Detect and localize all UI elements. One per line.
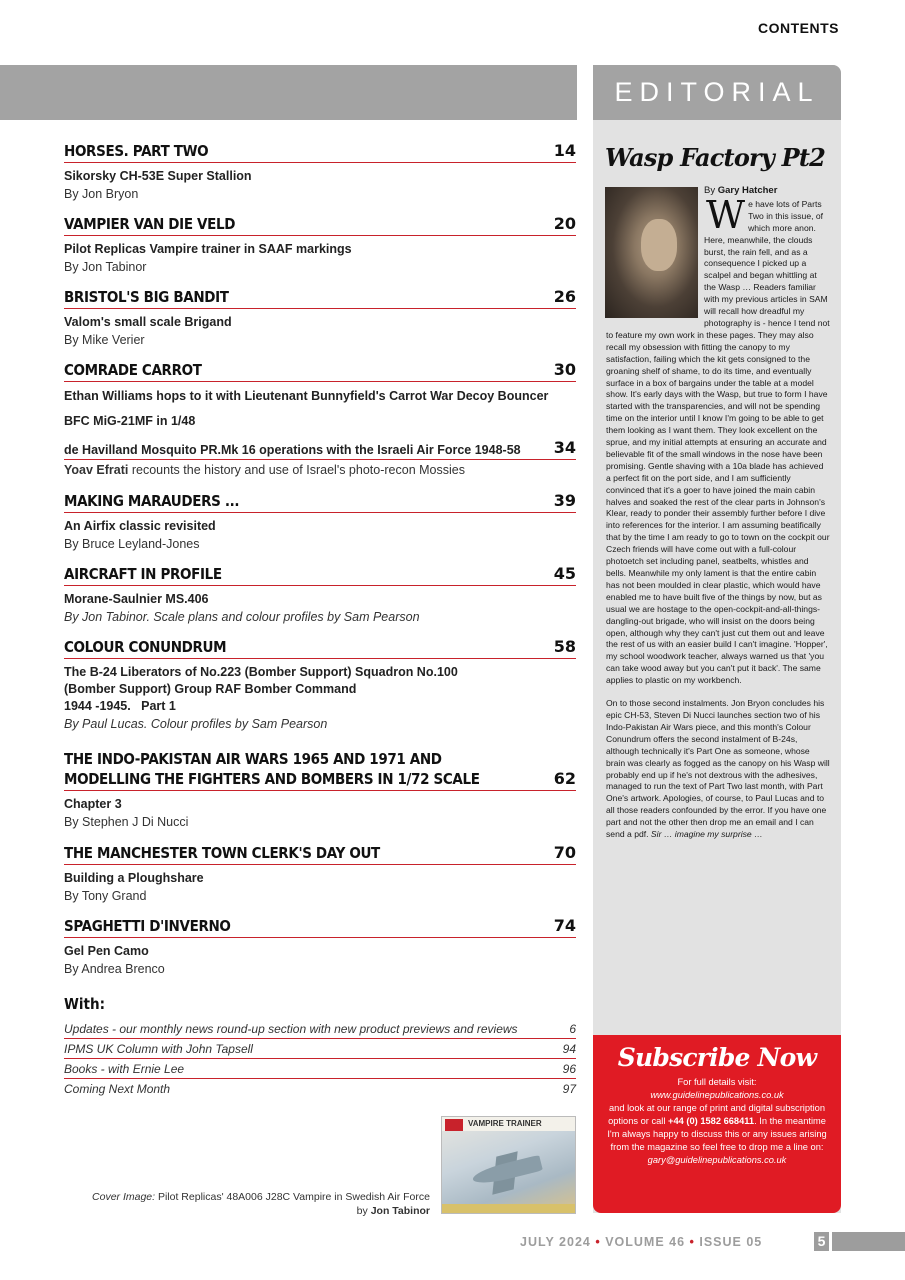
toc-entry-subtitle: Chapter 3 bbox=[64, 797, 122, 811]
toc-entry-subtitle: The B-24 Liberators of No.223 (Bomber Support) Squadron No.100 bbox=[64, 665, 458, 679]
with-item-label[interactable]: IPMS UK Column with John Tapsell bbox=[64, 1042, 253, 1056]
subscribe-title: Subscribe Now bbox=[617, 1043, 817, 1072]
toc-entry-page: 58 bbox=[553, 637, 576, 656]
with-item-label[interactable]: Books - with Ernie Lee bbox=[64, 1062, 185, 1076]
subscribe-line: and look at our range of print and digital subscription options or call bbox=[608, 1103, 826, 1126]
with-item-page: 97 bbox=[562, 1082, 576, 1096]
subscribe-url-link[interactable]: www.guidelinepublications.co.uk bbox=[650, 1090, 784, 1100]
toc-entry-page: 14 bbox=[553, 141, 576, 160]
with-item-page: 6 bbox=[569, 1022, 576, 1036]
toc-entry-byline: By Paul Lucas. Colour profiles by Sam Pearson bbox=[64, 717, 328, 731]
toc-entry-byline: By Stephen J Di Nucci bbox=[64, 815, 189, 829]
editorial-signoff: Sir … imagine my surprise … bbox=[650, 829, 763, 840]
toc-entry-subtitle: 1944 -1945. Part 1 bbox=[64, 699, 176, 713]
toc-entry-byline: By Tony Grand bbox=[64, 889, 147, 903]
footer-month: JULY 2024 bbox=[520, 1235, 591, 1249]
editorial-byline: By Gary Hatcher bbox=[704, 185, 778, 196]
toc-entry-title[interactable]: COLOUR CONUNDRUM bbox=[64, 638, 227, 656]
subscribe-body bbox=[607, 1076, 827, 1167]
toc-entry-page: 34 bbox=[553, 438, 576, 457]
toc-entry-subtitle: Morane-Saulnier MS.406 bbox=[64, 592, 209, 606]
toc-entry-title[interactable]: de Havilland Mosquito PR.Mk 16 operations with the Israeli Air Force 1948-58 bbox=[64, 443, 521, 457]
footer-issue-info: JULY 2024 • VOLUME 46 • ISSUE 05 bbox=[520, 1235, 763, 1249]
brand-logo-icon bbox=[445, 1119, 463, 1131]
toc-entry[interactable] bbox=[64, 842, 576, 905]
with-item-page: 96 bbox=[562, 1062, 576, 1076]
toc-entry[interactable] bbox=[64, 915, 576, 978]
editorial-header: EDITORIAL bbox=[593, 65, 841, 120]
toc-entry-byline: By Andrea Brenco bbox=[64, 962, 165, 976]
toc-entry-title[interactable]: MAKING MARAUDERS ... bbox=[64, 492, 240, 510]
cover-caption-author: Jon Tabinor bbox=[370, 1205, 430, 1217]
toc-entry-subtitle: Gel Pen Camo bbox=[64, 944, 149, 958]
toc-entry[interactable] bbox=[64, 140, 576, 203]
toc-entry-page: 62 bbox=[553, 769, 576, 788]
cover-caption-label: Cover Image: bbox=[92, 1191, 156, 1203]
editorial-para-1: e have lots of Parts Two in this issue, of which more anon. Here, meanwhile, the clouds burst, the rain fell, and as a consequence I picked up a scalpel and began whittling at the Wasp … Readers familiar with my previous articles in SAM will recall how dreadful my photography is - hence I tend not to feature my own work in these pages. They may also recall my obsession with fitting the canopy to my satisfaction, failing which the kit gets consigned to the groaning shelf of shame, to do its time, and eventually surface in a box of bargains under the table at a model show. It's early days with the Wasp, but true to form I have started with the transparencies, and will not be spending time on the interior until I know I'm going to be able to get them looking as I want them. They look excellent on the sprue, and my initial attempts at ensuring an accurate and believable fit of the small windows in the nose have been promising. Gentle shaving with a 10a blade has achieved a perfect fit on the port side, and I am sufficiently convinced that it's a goer to have joined the main cabin halves and soaked the rest of the clear parts in Johnson's Klear, ready to ponder their assembly further before I dive into references for the interior. I am assuming beatifically that by the time I am ready to go to town on the cockpit our Czech friends will have come out with a full-colour photoetch set including panel, seatbelts, whistles and bells. Meanwhile my only lament is that the entire cabin has not been moulded in clear plastic, which would have enabled me to have built five of the things by now, but as usual we are hostage to the open-cockpit-and-all-things-dangling-out brigade, who will insist on the doors being open, although why they can't just cut them out and leave the rest of us with an easier build I can't imagine. 'Hopper', my school woodwork teacher, always warned us that 'you can take wood away but you can't put it back'. The same applies to plastic on my workbench. bbox=[606, 198, 830, 686]
toc-entry-title[interactable]: HORSES. PART TWO bbox=[64, 142, 209, 160]
editorial-author: Gary Hatcher bbox=[717, 185, 778, 196]
cover-brand: VAMPIRE TRAINER bbox=[442, 1117, 576, 1131]
subscribe-email-link[interactable]: gary@guidelinepublications.co.uk bbox=[647, 1155, 787, 1165]
cover-caption-by: by bbox=[356, 1205, 371, 1217]
editorial-para-2: On to those second instalments. Jon Bryon concludes his epic CH-53, Steven Di Nucci launches section two of his Indo-Pakistan Air Wars piece, and this month's Colour Conundrum offers the second instalment of B-24s, although technically it's Part One as someone, whose brain was clearly as fogged as the canopy on his Wasp will probably end up if he's not dextrous with the adhesives, managed to run the text of Part Two last month, with Part One's artwork. Apologies, of course, to Paul Lucas and to all those readers confounded by the error. If you have one part and not the other then drop me an email and I can send a pdf. bbox=[606, 698, 830, 840]
toc-entry-page: 26 bbox=[553, 287, 576, 306]
box-strip bbox=[442, 1204, 576, 1213]
toc-entry-byline: By Jon Tabinor. Scale plans and colour profiles by Sam Pearson bbox=[64, 610, 420, 624]
toc-entry[interactable] bbox=[64, 437, 576, 479]
footer-issue: ISSUE 05 bbox=[699, 1235, 763, 1249]
toc-entry-subtitle: Ethan Williams hops to it with Lieutenant Bunnyfield's Carrot War Decoy Bouncer bbox=[64, 389, 549, 403]
toc-entry[interactable] bbox=[64, 286, 576, 349]
toc-entry[interactable] bbox=[64, 563, 576, 626]
toc-entry-page: 20 bbox=[553, 214, 576, 233]
cover-caption-text: Pilot Replicas' 48A006 J28C Vampire in Swedish Air Force bbox=[155, 1191, 430, 1203]
toc-entry-title[interactable]: COMRADE CARROT bbox=[64, 361, 202, 379]
toc-entry-title[interactable]: SPAGHETTI D'INVERNO bbox=[64, 917, 231, 935]
with-item-page: 94 bbox=[562, 1042, 576, 1056]
cover-thumbnail[interactable] bbox=[441, 1116, 576, 1214]
toc-entry-subtitle: Valom's small scale Brigand bbox=[64, 315, 232, 329]
footer-volume: VOLUME 46 bbox=[605, 1235, 686, 1249]
toc-entry-title[interactable]: VAMPIER VAN DIE VELD bbox=[64, 215, 236, 233]
with-item-label[interactable]: Coming Next Month bbox=[64, 1082, 171, 1096]
toc-entry-author: Yoav Efrati bbox=[64, 463, 129, 477]
with-item-label[interactable]: Updates - our monthly news round-up section with new product previews and reviews bbox=[64, 1022, 518, 1036]
editorial-title: Wasp Factory Pt2 bbox=[605, 143, 826, 172]
toc-entry-subtitle: Sikorsky CH-53E Super Stallion bbox=[64, 169, 252, 183]
toc-entry-byline: recounts the history and use of Israel's photo-recon Mossies bbox=[128, 463, 465, 477]
subscribe-line: For full details visit: bbox=[677, 1077, 757, 1087]
toc-entry-subtitle: Pilot Replicas Vampire trainer in SAAF markings bbox=[64, 242, 352, 256]
toc-entry[interactable] bbox=[64, 213, 576, 276]
toc-entry[interactable] bbox=[64, 490, 576, 553]
toc-entry-subtitle: An Airfix classic revisited bbox=[64, 519, 216, 533]
subscribe-box bbox=[593, 1035, 841, 1213]
with-item[interactable] bbox=[64, 1039, 576, 1059]
toc-entry[interactable] bbox=[64, 359, 576, 430]
toc-entry-title[interactable]: BRISTOL'S BIG BANDIT bbox=[64, 288, 229, 306]
with-section bbox=[64, 995, 576, 1098]
editorial-body bbox=[606, 185, 830, 841]
subscribe-phone[interactable]: +44 (0) 1582 668411 bbox=[668, 1116, 755, 1126]
drop-cap: W bbox=[706, 192, 746, 237]
toc-entry[interactable] bbox=[64, 636, 576, 733]
toc-entry[interactable] bbox=[64, 748, 576, 831]
with-item[interactable] bbox=[64, 1059, 576, 1079]
header-band bbox=[0, 65, 577, 120]
cover-caption bbox=[92, 1190, 430, 1218]
toc-entry-subtitle: BFC MiG-21MF in 1/48 bbox=[64, 414, 196, 428]
toc-entry-byline: By Jon Bryon bbox=[64, 187, 139, 201]
toc-entry-subtitle: (Bomber Support) Group RAF Bomber Command bbox=[64, 682, 357, 696]
footer-bar bbox=[832, 1232, 905, 1251]
toc-entry-byline: By Bruce Leyland-Jones bbox=[64, 537, 200, 551]
toc-entry-subtitle: Building a Ploughshare bbox=[64, 871, 204, 885]
toc-entry-page: 70 bbox=[553, 843, 576, 862]
toc-entry-byline: By Jon Tabinor bbox=[64, 260, 147, 274]
toc-entry-title[interactable]: THE INDO-PAKISTAN AIR WARS 1965 AND 1971 AND bbox=[64, 750, 442, 768]
toc-entry-page: 74 bbox=[553, 916, 576, 935]
toc-entry-page: 30 bbox=[553, 360, 576, 379]
toc-entry-page: 39 bbox=[553, 491, 576, 510]
with-title: With: bbox=[64, 995, 105, 1013]
toc-entry-title[interactable]: AIRCRAFT IN PROFILE bbox=[64, 565, 222, 583]
section-label: CONTENTS bbox=[758, 20, 839, 36]
subscribe-line: . In the meantime I'm always happy to discuss this or any issues arising from the magazine so feel free to drop me a line on: bbox=[607, 1116, 827, 1152]
with-item[interactable] bbox=[64, 1079, 576, 1098]
toc-entry-title[interactable]: MODELLING THE FIGHTERS AND BOMBERS IN 1/72 SCALE bbox=[64, 770, 480, 788]
toc-entry-byline: By Mike Verier bbox=[64, 333, 145, 347]
toc-entry-title[interactable]: THE MANCHESTER TOWN CLERK'S DAY OUT bbox=[64, 844, 380, 862]
with-item[interactable] bbox=[64, 1019, 576, 1039]
toc-entry-page: 45 bbox=[553, 564, 576, 583]
page-number: 5 bbox=[814, 1232, 829, 1251]
